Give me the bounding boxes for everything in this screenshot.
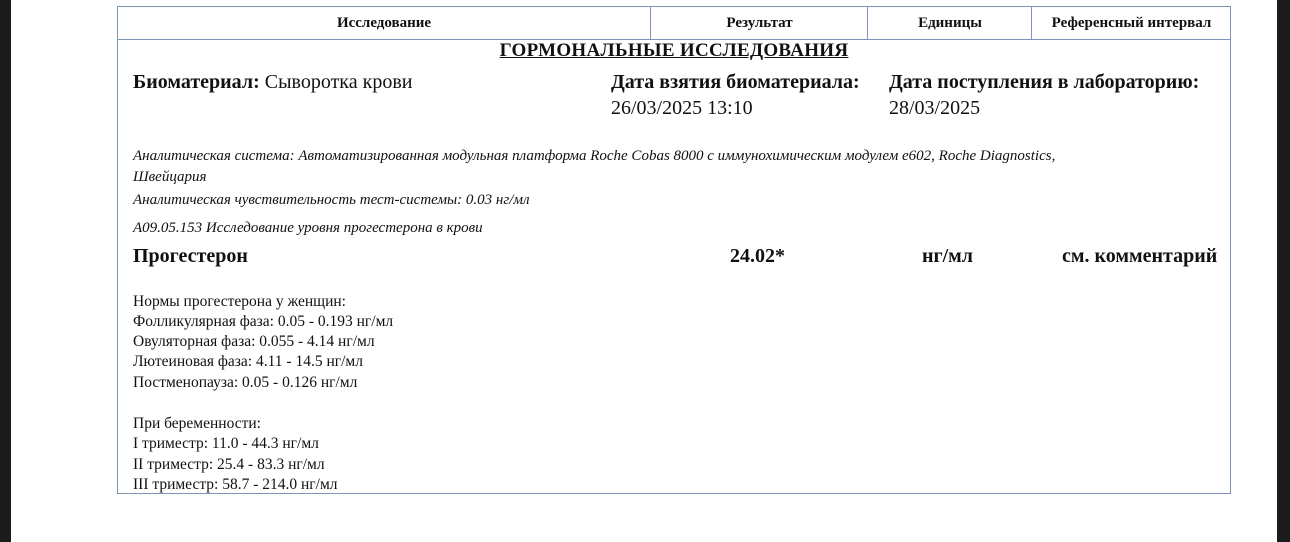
lab-report-table (117, 6, 1231, 494)
result-name: Прогестерон (133, 245, 248, 267)
norms-line: Постменопауза: 0.05 - 0.126 нг/мл (133, 374, 358, 391)
biomaterial-value: Сыворотка крови (264, 71, 413, 93)
pregnancy-line: I триместр: 11.0 - 44.3 нг/мл (133, 435, 319, 452)
test-code: A09.05.153 Исследование уровня прогестерона в крови (133, 220, 483, 236)
biomaterial (133, 71, 412, 94)
header-study: Исследование (336, 15, 432, 31)
section-title: ГОРМОНАЛЬНЫЕ ИССЛЕДОВАНИЯ (499, 40, 849, 61)
collection-date-value: 26/03/2025 13:10 (611, 97, 753, 119)
result-units: нг/мл (922, 245, 974, 267)
norms-line: Фолликулярная фаза: 0.05 - 0.193 нг/мл (133, 313, 394, 330)
sensitivity: Аналитическая чувствительность тест-системы: 0.03 нг/мл (133, 192, 530, 208)
header-result: Результат (650, 7, 868, 39)
norms-heading: Нормы прогестерона у женщин: (133, 293, 346, 310)
analytical-system-line-2: Швейцария (133, 169, 207, 185)
right-edge (1277, 0, 1290, 542)
receipt-date-value: 28/03/2025 (889, 97, 981, 119)
header-units: Единицы (867, 7, 1032, 39)
pregnancy-line: III триместр: 58.7 - 214.0 нг/мл (133, 476, 338, 493)
result-reference: см. комментарий (1062, 245, 1218, 267)
analytical-system-line-1: Аналитическая система: Автоматизированная модульная платформа Roche Cobas 8000 с иммунохимическим модулем e602, Roche Diagnostics, (133, 148, 1056, 164)
collection-date-label: Дата взятия биоматериала: (611, 71, 860, 93)
result-value: 24.02* (730, 245, 785, 267)
pregnancy-heading: При беременности: (133, 415, 261, 432)
receipt-date-label: Дата поступления в лабораторию: (889, 71, 1200, 93)
biomaterial-label: Биоматериал: (133, 71, 260, 93)
pregnancy-line: II триместр: 25.4 - 83.3 нг/мл (133, 456, 325, 473)
norms-line: Лютеиновая фаза: 4.11 - 14.5 нг/мл (133, 353, 363, 370)
table-header (118, 7, 1230, 40)
header-reference: Референсный интервал (1031, 7, 1231, 39)
left-edge (0, 0, 11, 542)
norms-line: Овуляторная фаза: 0.055 - 4.14 нг/мл (133, 333, 375, 350)
